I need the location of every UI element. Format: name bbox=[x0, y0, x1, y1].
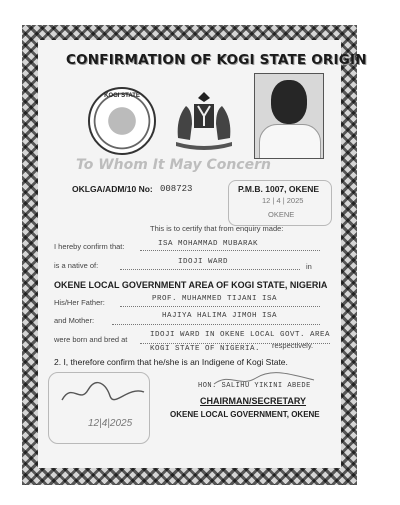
signatory-organisation: OKENE LOCAL GOVERNMENT, OKENE bbox=[170, 410, 320, 419]
stamp-date-bottom: 12|4|2025 bbox=[88, 418, 133, 429]
reference-number: 008723 bbox=[160, 184, 193, 194]
native-label: is a native of: bbox=[54, 261, 99, 270]
respectively-label: respectively. bbox=[272, 341, 314, 350]
pmb-address: P.M.B. 1007, OKENE bbox=[238, 184, 320, 194]
to-whom-heading: To Whom It May Concern bbox=[76, 157, 271, 173]
signatory-name: HON. SALIHU YIKINI ABEDE bbox=[198, 382, 311, 390]
mother-label: and Mother: bbox=[54, 316, 95, 325]
native-value: IDOJI WARD bbox=[178, 258, 229, 266]
mother-value: HAJIYA HALIMA JIMOH ISA bbox=[162, 312, 278, 320]
born-value-line-1: IDOJI WARD IN OKENE LOCAL GOVT. AREA bbox=[150, 331, 331, 339]
coat-of-arms-icon bbox=[168, 88, 240, 152]
certify-line: This is to certify that from enquiry made: bbox=[150, 224, 284, 233]
reference-label: OKLGA/ADM/10 No: bbox=[72, 184, 153, 194]
in-label: in bbox=[306, 262, 312, 271]
certificate-title: CONFIRMATION OF KOGI STATE ORIGIN bbox=[66, 52, 367, 68]
seal-text: KOGI STATE bbox=[104, 93, 140, 99]
signatory-title: CHAIRMAN/SECRETARY bbox=[200, 396, 307, 406]
lga-line: OKENE LOCAL GOVERNMENT AREA OF KOGI STATE, NIGERIA bbox=[54, 280, 328, 290]
stamp-place: OKENE bbox=[268, 210, 295, 219]
born-label: were born and bred at bbox=[54, 335, 128, 344]
indigene-statement: 2. I, therefore confirm that he/she is an Indigene of Kogi State. bbox=[54, 357, 288, 367]
father-label: His/Her Father: bbox=[54, 298, 105, 307]
name-value: ISA MOHAMMAD MUBARAK bbox=[158, 240, 259, 248]
signature-icon bbox=[58, 378, 148, 408]
born-value-line-2: KOGI STATE OF NIGERIA. bbox=[150, 345, 261, 353]
confirm-label: I hereby confirm that: bbox=[54, 242, 125, 251]
stamp-date-top: 12 | 4 | 2025 bbox=[262, 196, 304, 205]
applicant-photo bbox=[254, 73, 324, 159]
kogi-state-seal bbox=[88, 87, 156, 155]
father-value: PROF. MUHAMMED TIJANI ISA bbox=[152, 295, 278, 303]
